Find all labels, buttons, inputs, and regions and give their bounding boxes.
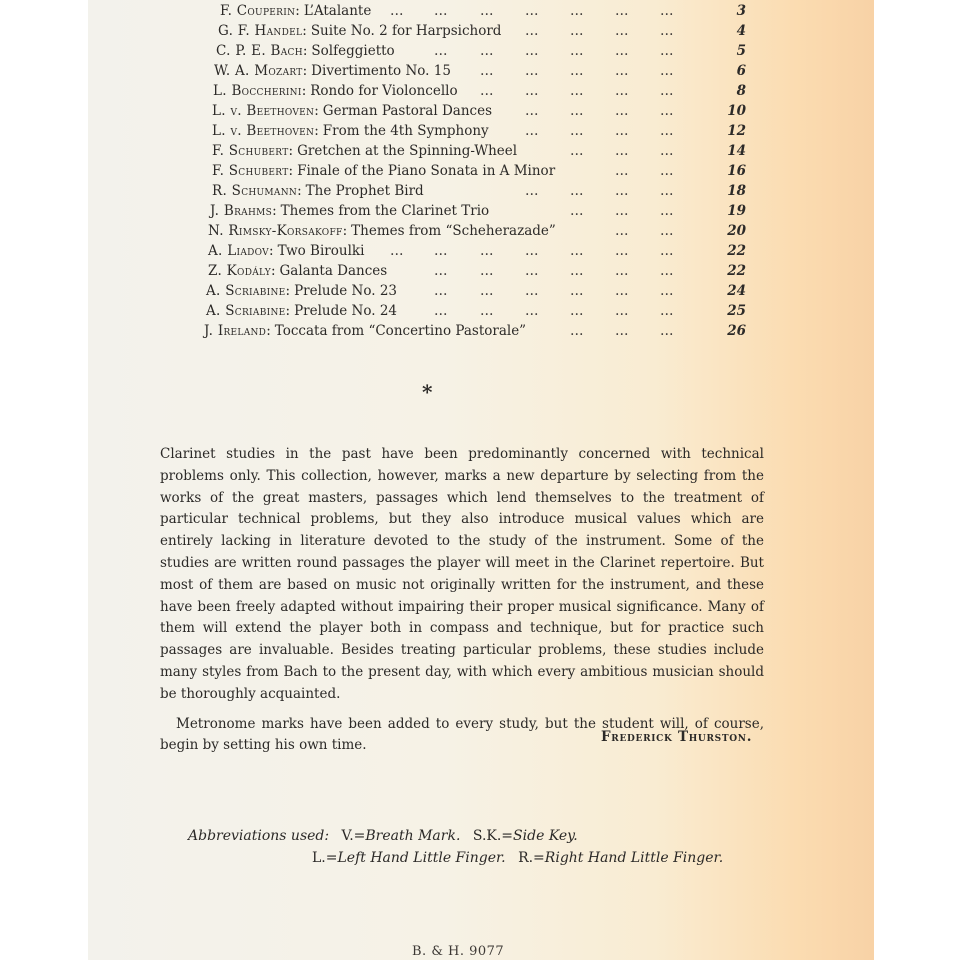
toc-leader: … (434, 283, 450, 299)
preface-paragraph: Clarinet studies in the past have been predominantly concerned with technical problems only. This collection, however, marks a new departure by selecting from the works of the great masters, passages which lend themselves to the treatment of particular technical problems, but they also introduce musical values which are entirely lacking in literature devoted to the study of the instrument. Some of the studies are written round passages the player will meet in the Clarinet repertoire. But most of them are based on music not originally written for the instrument, and these have been freely adapted without impairing their proper musical significance. Many of them will extend the player both in compass and technique, but for practice such passages are invaluable. Besides treating particular problems, these studies include many styles from Bach to the present day, with which every ambitious musician should be thoroughly acquainted. (160, 446, 764, 702)
toc-page-number: 25 (727, 303, 746, 319)
abbreviation-key: S.K.= (472, 828, 514, 844)
toc-leader: … (660, 43, 676, 59)
toc-row (88, 303, 874, 323)
toc-composer: G. F. Handel (218, 23, 303, 39)
toc-page-number: 14 (727, 143, 746, 159)
toc-leader: … (480, 263, 496, 279)
toc-row (88, 143, 874, 163)
toc-leader: … (660, 223, 676, 239)
toc-separator: : (301, 83, 307, 99)
toc-leader: … (570, 23, 586, 39)
toc-composer: C. P. E. Bach (216, 43, 303, 59)
toc-row (88, 223, 874, 243)
toc-leader: … (660, 183, 676, 199)
toc-row (88, 23, 874, 43)
toc-separator: : (314, 103, 319, 119)
toc-piece: Toccata from “Concertino Pastorale” (274, 323, 527, 339)
toc-leader: … (570, 203, 586, 219)
toc-leader: … (660, 3, 676, 19)
toc-leader: … (615, 203, 631, 219)
toc-leader: … (434, 43, 450, 59)
abbreviation-item (518, 850, 723, 866)
toc-leader: … (615, 303, 631, 319)
toc-row (88, 183, 874, 203)
abbreviation-key: L.= (312, 850, 338, 866)
toc-composer: J. Brahms (210, 203, 273, 219)
toc-leader: … (480, 3, 496, 19)
toc-piece: L’Atalante (303, 3, 372, 19)
abbreviation-item (342, 828, 461, 844)
toc-composer: A. Scriabine (206, 303, 286, 319)
toc-leader: … (525, 263, 541, 279)
toc-piece: Suite No. 2 for Harpsichord (310, 23, 502, 39)
toc-leader: … (615, 183, 631, 199)
toc-leader: … (660, 303, 676, 319)
toc-leader: … (615, 163, 631, 179)
toc-separator: : (297, 183, 302, 199)
toc-leader: … (480, 283, 496, 299)
toc-composer: A. Liadov (208, 243, 269, 259)
toc-leader: … (525, 243, 541, 259)
toc-page-number: 18 (727, 183, 746, 199)
toc-leader: … (570, 123, 586, 139)
toc-composer: F. Couperin (220, 3, 296, 19)
toc-row (88, 263, 874, 283)
toc-leader: … (570, 43, 586, 59)
toc-leader: … (480, 63, 496, 79)
toc-piece: Rondo for Violoncello (310, 83, 458, 99)
toc-separator: : (295, 3, 300, 19)
toc-separator: : (269, 243, 274, 259)
toc-leader: … (525, 63, 541, 79)
toc-leader: … (570, 303, 586, 319)
toc-composer: F. Schubert (212, 163, 289, 179)
abbreviations (188, 828, 731, 872)
toc-composer: L. v. Beethoven (212, 103, 315, 119)
toc-separator: : (272, 203, 277, 219)
toc-leader: … (434, 3, 450, 19)
toc-leader: … (660, 123, 676, 139)
toc-leader: … (660, 103, 676, 119)
toc-separator: : (285, 303, 291, 319)
preface-paragraph: Metronome marks have been added to every study, but the student will, of course, begin by setting his own time. (160, 715, 764, 754)
toc-leader: … (570, 103, 586, 119)
toc-leader: … (570, 183, 586, 199)
toc-leader: … (615, 143, 631, 159)
toc-leader: … (570, 283, 586, 299)
abbreviation-meaning: Side Key. (513, 828, 578, 844)
toc-row (88, 243, 874, 263)
toc-separator: : (302, 63, 308, 79)
toc-leader: … (615, 223, 631, 239)
toc-row (88, 123, 874, 143)
toc-leader: … (660, 23, 676, 39)
toc-composer: J. Ireland (204, 323, 267, 339)
toc-composer: L. v. Beethoven (212, 123, 315, 139)
toc-page-number: 12 (727, 123, 746, 139)
toc-separator: : (342, 223, 348, 239)
toc-leader: … (525, 43, 541, 59)
toc-leader: … (570, 83, 586, 99)
abbreviations-line (188, 828, 731, 850)
toc-composer: R. Schumann (212, 183, 298, 199)
toc-leader: … (615, 323, 631, 339)
toc-leader: … (570, 143, 586, 159)
toc-separator: : (314, 123, 319, 139)
toc-composer: L. Boccherini (213, 83, 302, 99)
toc-leader: … (615, 123, 631, 139)
toc-piece: From the 4th Symphony (322, 123, 489, 139)
toc-separator: : (302, 43, 308, 59)
toc-leader: … (570, 3, 586, 19)
toc-page-number: 22 (727, 263, 746, 279)
toc-leader: … (525, 3, 541, 19)
toc-leader: … (660, 143, 676, 159)
toc-leader: … (570, 263, 586, 279)
abbreviation-item (312, 850, 506, 866)
toc-piece: Two Biroulki (277, 243, 365, 259)
toc-leader: … (660, 283, 676, 299)
toc-leader: … (480, 303, 496, 319)
toc-page-number: 10 (727, 103, 746, 119)
toc-leader: … (615, 243, 631, 259)
toc-row (88, 43, 874, 63)
toc-piece: The Prophet Bird (305, 183, 424, 199)
toc-leader: … (525, 283, 541, 299)
toc-separator: : (302, 23, 307, 39)
toc-leader: … (525, 103, 541, 119)
table-of-contents (88, 0, 874, 350)
toc-separator: : (288, 143, 294, 159)
toc-leader: … (615, 23, 631, 39)
toc-leader: … (570, 63, 586, 79)
toc-row (88, 163, 874, 183)
abbreviation-meaning: Left Hand Little Finger. (337, 850, 506, 866)
toc-leader: … (570, 323, 586, 339)
toc-leader: … (615, 283, 631, 299)
toc-leader: … (660, 243, 676, 259)
toc-piece: Prelude No. 23 (294, 283, 398, 299)
toc-page-number: 4 (736, 23, 746, 39)
toc-leader: … (525, 123, 541, 139)
toc-leader: … (660, 323, 676, 339)
toc-composer: N. Rimsky-Korsakoff (208, 223, 343, 239)
toc-leader: … (525, 183, 541, 199)
toc-row (88, 283, 874, 303)
toc-leader: … (390, 3, 406, 19)
plate-number: B. & H. 9077 (412, 944, 505, 959)
toc-row (88, 63, 874, 83)
toc-leader: … (615, 63, 631, 79)
toc-row (88, 3, 874, 23)
toc-page-number: 22 (727, 243, 746, 259)
toc-leader: … (660, 163, 676, 179)
toc-leader: … (615, 43, 631, 59)
toc-row (88, 323, 874, 343)
toc-leader: … (525, 83, 541, 99)
toc-composer: Z. Kodály (208, 263, 271, 279)
toc-page-number: 3 (736, 3, 746, 19)
book-page (88, 0, 874, 960)
toc-piece: Finale of the Piano Sonata in A Minor (297, 163, 556, 179)
toc-page-number: 26 (727, 323, 746, 339)
toc-page-number: 5 (736, 43, 746, 59)
author-signature: Frederick Thurston. (601, 729, 753, 745)
abbreviations-label: Abbreviations used: (188, 828, 330, 844)
toc-page-number: 19 (727, 203, 746, 219)
toc-separator: : (288, 163, 294, 179)
abbreviation-key: V.= (341, 828, 366, 844)
toc-piece: Gretchen at the Spinning-Wheel (297, 143, 518, 159)
toc-leader: … (660, 203, 676, 219)
toc-leader: … (480, 243, 496, 259)
toc-piece: Themes from the Clarinet Trio (280, 203, 490, 219)
toc-row (88, 83, 874, 103)
toc-leader: … (434, 243, 450, 259)
toc-leader: … (480, 83, 496, 99)
toc-piece: Prelude No. 24 (294, 303, 398, 319)
toc-piece: Divertimento No. 15 (311, 63, 451, 79)
toc-piece: German Pastoral Dances (322, 103, 493, 119)
toc-leader: … (615, 103, 631, 119)
toc-leader: … (615, 263, 631, 279)
toc-row (88, 103, 874, 123)
abbreviation-item (473, 828, 578, 844)
toc-leader: … (660, 263, 676, 279)
toc-leader: … (660, 63, 676, 79)
toc-composer: W. A. Mozart (214, 63, 303, 79)
toc-piece: Themes from “Scheherazade” (351, 223, 556, 239)
toc-composer: A. Scriabine (206, 283, 286, 299)
toc-leader: … (480, 43, 496, 59)
toc-leader: … (525, 23, 541, 39)
toc-separator: : (266, 323, 271, 339)
toc-leader: … (660, 83, 676, 99)
toc-page-number: 20 (727, 223, 746, 239)
toc-separator: : (285, 283, 291, 299)
abbreviation-key: R.= (518, 850, 545, 866)
toc-separator: : (270, 263, 276, 279)
toc-leader: … (434, 263, 450, 279)
toc-leader: … (525, 303, 541, 319)
toc-piece: Solfeggietto (311, 43, 395, 59)
toc-page-number: 8 (736, 83, 746, 99)
toc-leader: … (390, 243, 406, 259)
toc-piece: Galanta Dances (279, 263, 388, 279)
abbreviations-line (188, 850, 731, 872)
section-divider-asterisk: * (422, 380, 433, 404)
toc-page-number: 24 (727, 283, 746, 299)
toc-leader: … (615, 83, 631, 99)
abbreviation-meaning: Right Hand Little Finger. (544, 850, 724, 866)
toc-leader: … (615, 3, 631, 19)
toc-page-number: 6 (736, 63, 746, 79)
toc-leader: … (434, 303, 450, 319)
toc-row (88, 203, 874, 223)
preface (160, 444, 764, 757)
toc-leader: … (570, 243, 586, 259)
abbreviation-meaning: Breath Mark. (365, 828, 461, 844)
toc-composer: F. Schubert (212, 143, 289, 159)
toc-page-number: 16 (727, 163, 746, 179)
